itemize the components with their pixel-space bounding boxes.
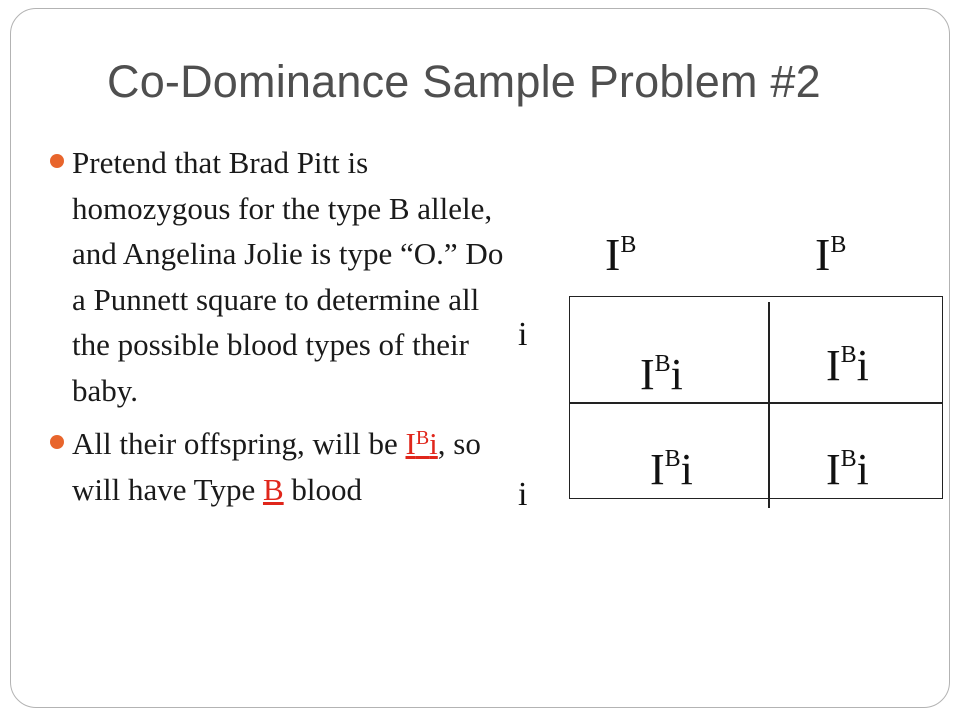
bullet-dot-icon bbox=[50, 435, 64, 449]
col-allele-1-base: I bbox=[605, 229, 621, 280]
answer-blood-type: B bbox=[262, 471, 284, 507]
row-allele-1: i bbox=[518, 316, 528, 353]
cell-2-base: I bbox=[826, 341, 841, 390]
bullet-list bbox=[50, 140, 520, 512]
col-allele-2-base: I bbox=[815, 229, 831, 280]
answer-genotype-sup: B bbox=[415, 427, 430, 449]
cell-3-tail: i bbox=[680, 445, 693, 494]
cell-4-base: I bbox=[826, 445, 841, 494]
cell-3-base: I bbox=[650, 445, 665, 494]
problem-text: Pretend that Brad Pitt is homozygous for the type B allele, and Angelina Jolie is type “O.” Do a Punnett square to determine all the possible blood types of their baby. bbox=[72, 145, 504, 408]
cell-4-sup: B bbox=[840, 446, 857, 472]
cell-2-sup: B bbox=[840, 342, 857, 368]
bullet-problem bbox=[50, 140, 520, 413]
cell-4-tail: i bbox=[856, 445, 869, 494]
answer-genotype-tail: i bbox=[429, 426, 438, 461]
answer-genotype bbox=[406, 426, 438, 461]
answer-middle: , so will have Type bbox=[72, 426, 481, 507]
col-allele-1-sup: B bbox=[620, 232, 637, 258]
cell-3-sup: B bbox=[664, 446, 681, 472]
bullet-answer bbox=[50, 421, 520, 512]
answer-genotype-base: I bbox=[405, 426, 416, 461]
answer-suffix: blood bbox=[283, 471, 363, 507]
row-allele-2: i bbox=[518, 476, 528, 513]
cell-1-sup: B bbox=[654, 351, 671, 377]
slide-title: Co-Dominance Sample Problem #2 bbox=[107, 56, 821, 107]
bullet-dot-icon bbox=[50, 154, 64, 168]
col-allele-2-sup: B bbox=[830, 232, 847, 258]
cell-2-tail: i bbox=[856, 341, 869, 390]
cell-1-tail: i bbox=[670, 350, 683, 399]
cell-1-base: I bbox=[640, 350, 655, 399]
answer-prefix: All their offspring, will be bbox=[72, 426, 406, 461]
